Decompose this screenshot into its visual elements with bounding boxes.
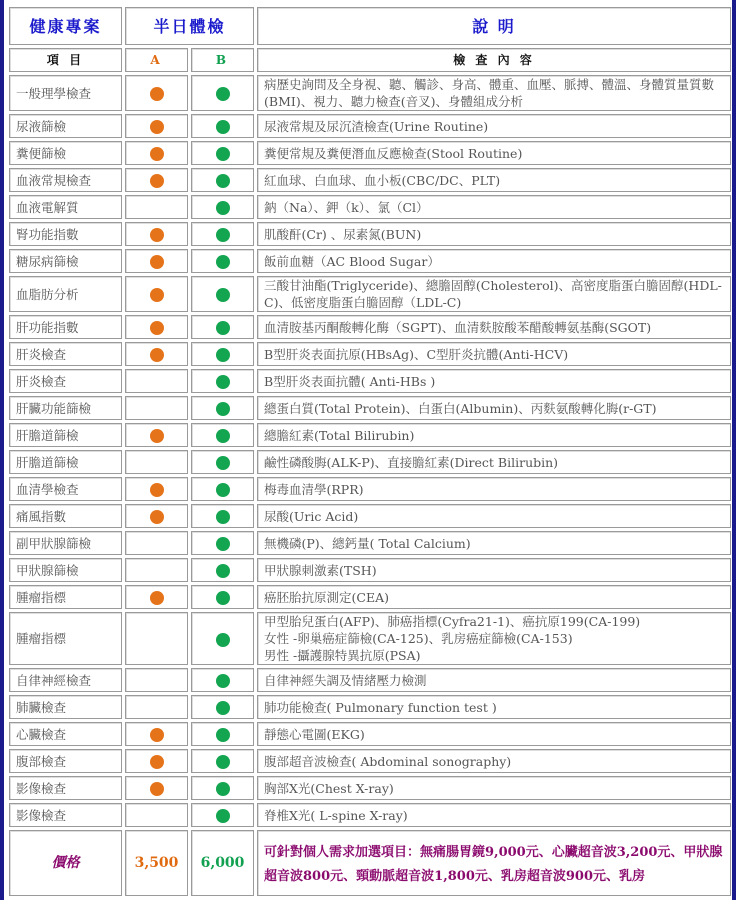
plan-a-included-dot-icon: [150, 147, 164, 161]
item-name: 副甲狀腺篩檢: [9, 531, 122, 555]
plan-a-cell: [125, 276, 188, 312]
table-row: [9, 776, 731, 800]
plan-b-included-dot-icon: [216, 728, 230, 742]
plan-b-included-dot-icon: [216, 201, 230, 215]
price-plan-a: 3,500: [125, 830, 188, 896]
item-name: 一般理學檢查: [9, 75, 122, 111]
plan-a-cell: [125, 477, 188, 501]
plan-a-cell: [125, 585, 188, 609]
item-description: 血清胺基丙酮酸轉化酶（SGPT)、血清麩胺酸苯醋酸轉氨基酶(SGOT): [257, 315, 731, 339]
table-row: [9, 585, 731, 609]
plan-b-cell: [191, 369, 254, 393]
plan-a-included-dot-icon: [150, 321, 164, 335]
item-name: 尿液篩檢: [9, 114, 122, 138]
plan-b-included-dot-icon: [216, 701, 230, 715]
table-row: [9, 168, 731, 192]
item-name: 血液電解質: [9, 195, 122, 219]
plan-b-included-dot-icon: [216, 120, 230, 134]
plan-b-cell: [191, 612, 254, 665]
table-row: [9, 222, 731, 246]
plan-b-included-dot-icon: [216, 288, 230, 302]
item-name: 肺臟檢查: [9, 695, 122, 719]
plan-b-cell: [191, 585, 254, 609]
plan-b-included-dot-icon: [216, 674, 230, 688]
item-description: 鈉（Na）、鉀（k）、氯（Cl）: [257, 195, 731, 219]
item-name: 腎功能指數: [9, 222, 122, 246]
item-name: 血液常規檢查: [9, 168, 122, 192]
table-row: [9, 504, 731, 528]
plan-b-cell: [191, 477, 254, 501]
header-item: 項 目: [9, 48, 122, 72]
table-row: [9, 276, 731, 312]
header-description: 說 明: [257, 7, 731, 45]
plan-a-cell: [125, 222, 188, 246]
header-content: 檢 查 內 容: [257, 48, 731, 72]
item-name: 肝臟功能篩檢: [9, 396, 122, 420]
plan-b-included-dot-icon: [216, 564, 230, 578]
plan-a-included-dot-icon: [150, 288, 164, 302]
plan-b-cell: [191, 423, 254, 447]
plan-a-cell: [125, 558, 188, 582]
item-description: B型肝炎表面抗體( Anti-HBs ): [257, 369, 731, 393]
plan-b-cell: [191, 315, 254, 339]
item-name: 腹部檢查: [9, 749, 122, 773]
header-plan-b: B: [191, 48, 254, 72]
item-name: 肝膽道篩檢: [9, 450, 122, 474]
plan-a-cell: [125, 776, 188, 800]
item-name: 肝炎檢查: [9, 369, 122, 393]
plan-b-included-dot-icon: [216, 87, 230, 101]
item-description: 甲狀腺刺激素(TSH): [257, 558, 731, 582]
plan-b-cell: [191, 722, 254, 746]
plan-b-included-dot-icon: [216, 147, 230, 161]
plan-b-included-dot-icon: [216, 429, 230, 443]
table-row: [9, 695, 731, 719]
plan-a-included-dot-icon: [150, 591, 164, 605]
header-plan-a: A: [125, 48, 188, 72]
header-row-1: [9, 7, 731, 45]
plan-b-included-dot-icon: [216, 755, 230, 769]
plan-b-included-dot-icon: [216, 321, 230, 335]
plan-b-cell: [191, 749, 254, 773]
plan-a-cell: [125, 342, 188, 366]
plan-a-included-dot-icon: [150, 510, 164, 524]
plan-a-included-dot-icon: [150, 120, 164, 134]
plan-b-included-dot-icon: [216, 537, 230, 551]
table-row: [9, 423, 731, 447]
plan-a-included-dot-icon: [150, 483, 164, 497]
plan-a-cell: [125, 369, 188, 393]
item-description: 肌酸酐(Cr) 、尿素氮(BUN): [257, 222, 731, 246]
plan-a-included-dot-icon: [150, 348, 164, 362]
plan-b-cell: [191, 342, 254, 366]
plan-a-cell: [125, 75, 188, 111]
plan-b-cell: [191, 450, 254, 474]
health-checkup-table: [6, 4, 734, 899]
plan-b-cell: [191, 141, 254, 165]
item-description: 靜態心電圖(EKG): [257, 722, 731, 746]
price-label: 價格: [9, 830, 122, 896]
plan-b-cell: [191, 803, 254, 827]
item-name: 肝膽道篩檢: [9, 423, 122, 447]
item-name: 血清學檢查: [9, 477, 122, 501]
add-on-note: 可針對個人需求加選項目：無痛腸胃鏡9,000元、心臟超音波3,200元、甲狀腺超音波800元、頸動脈超音波1,800元、乳房超音波900元、乳房: [257, 830, 731, 896]
table-row: [9, 75, 731, 111]
plan-a-cell: [125, 749, 188, 773]
table-row: [9, 612, 731, 665]
plan-a-included-dot-icon: [150, 728, 164, 742]
plan-a-included-dot-icon: [150, 755, 164, 769]
item-name: 糞便篩檢: [9, 141, 122, 165]
plan-a-cell: [125, 423, 188, 447]
item-description: 三酸甘油酯(Triglyceride)、總膽固醇(Cholesterol)、高密度脂蛋白膽固醇(HDL-C)、低密度脂蛋白膽固醇（LDL-C): [257, 276, 731, 312]
plan-b-cell: [191, 195, 254, 219]
plan-b-cell: [191, 249, 254, 273]
plan-a-cell: [125, 141, 188, 165]
plan-a-cell: [125, 249, 188, 273]
item-description: 無機磷(P)、總鈣量( Total Calcium): [257, 531, 731, 555]
plan-a-included-dot-icon: [150, 87, 164, 101]
table-row: [9, 195, 731, 219]
plan-a-cell: [125, 504, 188, 528]
item-description: 癌胚胎抗原測定(CEA): [257, 585, 731, 609]
item-name: 心臟檢查: [9, 722, 122, 746]
plan-a-included-dot-icon: [150, 228, 164, 242]
plan-a-cell: [125, 803, 188, 827]
plan-b-cell: [191, 396, 254, 420]
plan-b-cell: [191, 276, 254, 312]
item-description: 鹼性磷酸脢(ALK-P)、直接膽紅素(Direct Bilirubin): [257, 450, 731, 474]
item-name: 腫瘤指標: [9, 585, 122, 609]
table-row: [9, 396, 731, 420]
table-row: [9, 477, 731, 501]
item-name: 甲狀腺篩檢: [9, 558, 122, 582]
plan-a-cell: [125, 722, 188, 746]
plan-a-cell: [125, 168, 188, 192]
plan-a-included-dot-icon: [150, 255, 164, 269]
item-name: 影像檢查: [9, 776, 122, 800]
plan-a-cell: [125, 450, 188, 474]
plan-b-included-dot-icon: [216, 633, 230, 647]
plan-a-cell: [125, 668, 188, 692]
plan-a-cell: [125, 195, 188, 219]
table-row: [9, 749, 731, 773]
item-description: 腹部超音波檢查( Abdominal sonography): [257, 749, 731, 773]
plan-b-cell: [191, 558, 254, 582]
table-row: [9, 342, 731, 366]
item-description: 肺功能檢查( Pulmonary function test ): [257, 695, 731, 719]
plan-a-cell: [125, 531, 188, 555]
table-row: [9, 531, 731, 555]
plan-b-cell: [191, 222, 254, 246]
plan-a-included-dot-icon: [150, 429, 164, 443]
item-name: 自律神經檢查: [9, 668, 122, 692]
item-description: 胸部X光(Chest X-ray): [257, 776, 731, 800]
item-name: 腫瘤指標: [9, 612, 122, 665]
plan-b-cell: [191, 776, 254, 800]
item-description: 病歷史詢問及全身視、聽、觸診、身高、體重、血壓、脈搏、體溫、身體質量質數(BMI)、視力、聽力檢查(音叉)、身體組成分析: [257, 75, 731, 111]
item-description: 總蛋白質(Total Protein)、白蛋白(Albumin)、丙麩氨酸轉化脢(r-GT): [257, 396, 731, 420]
plan-a-included-dot-icon: [150, 782, 164, 796]
plan-b-included-dot-icon: [216, 402, 230, 416]
plan-a-cell: [125, 612, 188, 665]
table-row: [9, 558, 731, 582]
plan-b-cell: [191, 504, 254, 528]
plan-a-cell: [125, 695, 188, 719]
item-description: 紅血球、白血球、血小板(CBC/DC、PLT): [257, 168, 731, 192]
plan-b-included-dot-icon: [216, 348, 230, 362]
item-name: 痛風指數: [9, 504, 122, 528]
plan-b-included-dot-icon: [216, 782, 230, 796]
item-description: 甲型胎兒蛋白(AFP)、肺癌指標(Cyfra21-1)、癌抗原199(CA-199) 女性 -卵巢癌症篩檢(CA-125)、乳房癌症篩檢(CA-153) 男性 -攝護腺特異抗原(PSA): [257, 612, 731, 665]
plan-b-included-dot-icon: [216, 375, 230, 389]
item-description: B型肝炎表面抗原(HBsAg)、C型肝炎抗體(Anti-HCV): [257, 342, 731, 366]
plan-a-cell: [125, 396, 188, 420]
plan-b-cell: [191, 531, 254, 555]
table-row: [9, 114, 731, 138]
header-row-2: [9, 48, 731, 72]
table-row: [9, 803, 731, 827]
item-description: 總膽紅素(Total Bilirubin): [257, 423, 731, 447]
item-name: 血脂肪分析: [9, 276, 122, 312]
plan-b-included-dot-icon: [216, 228, 230, 242]
item-name: 肝功能指數: [9, 315, 122, 339]
item-description: 梅毒血清學(RPR): [257, 477, 731, 501]
item-description: 尿酸(Uric Acid): [257, 504, 731, 528]
plan-a-included-dot-icon: [150, 174, 164, 188]
table-row: [9, 722, 731, 746]
table-row: [9, 141, 731, 165]
price-plan-b: 6,000: [191, 830, 254, 896]
item-description: 飯前血糖（AC Blood Sugar）: [257, 249, 731, 273]
plan-b-cell: [191, 114, 254, 138]
plan-b-cell: [191, 75, 254, 111]
plan-b-cell: [191, 695, 254, 719]
table-row: [9, 369, 731, 393]
item-name: 影像檢查: [9, 803, 122, 827]
plan-b-included-dot-icon: [216, 591, 230, 605]
plan-b-included-dot-icon: [216, 809, 230, 823]
plan-b-included-dot-icon: [216, 483, 230, 497]
plan-b-included-dot-icon: [216, 456, 230, 470]
header-half-day: 半日體檢: [125, 7, 254, 45]
item-description: 糞便常規及糞便潛血反應檢查(Stool Routine): [257, 141, 731, 165]
price-row: [9, 830, 731, 896]
plan-b-cell: [191, 168, 254, 192]
item-description: 尿液常規及尿沉渣檢查(Urine Routine): [257, 114, 731, 138]
item-name: 糖尿病篩檢: [9, 249, 122, 273]
item-description: 脊椎X光( L-spine X-ray): [257, 803, 731, 827]
plan-b-cell: [191, 668, 254, 692]
plan-b-included-dot-icon: [216, 174, 230, 188]
item-description: 自律神經失調及情緒壓力檢測: [257, 668, 731, 692]
plan-b-included-dot-icon: [216, 510, 230, 524]
plan-a-cell: [125, 315, 188, 339]
table-row: [9, 450, 731, 474]
table-row: [9, 315, 731, 339]
header-package: 健康專案: [9, 7, 122, 45]
table-row: [9, 249, 731, 273]
plan-a-cell: [125, 114, 188, 138]
plan-b-included-dot-icon: [216, 255, 230, 269]
table-row: [9, 668, 731, 692]
item-name: 肝炎檢查: [9, 342, 122, 366]
